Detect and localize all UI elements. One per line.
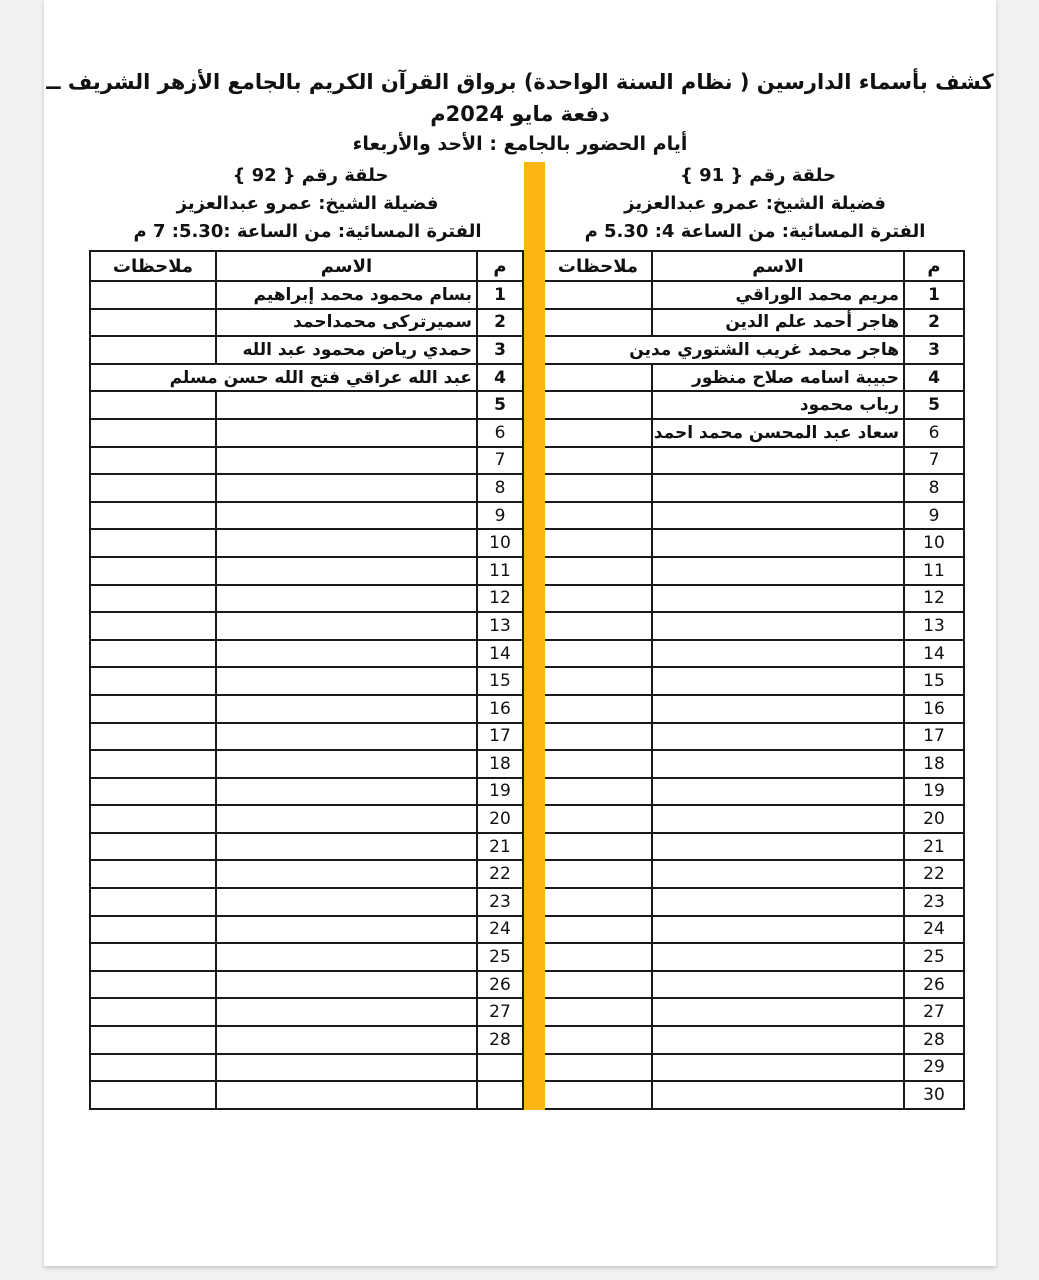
cell-row-number: 26 [477, 971, 523, 999]
table-row [90, 502, 523, 530]
table-row [544, 998, 964, 1026]
cell-student-name [216, 667, 477, 695]
tables-row [90, 162, 965, 1110]
cell-notes [90, 557, 216, 585]
cell-row-number: 21 [477, 833, 523, 861]
cell-student-name [216, 998, 477, 1026]
attendance-days-line: أيام الحضور بالجامع : الأحد والأربعاء [352, 133, 688, 155]
cell-row-number: 19 [904, 778, 964, 806]
cell-notes [544, 860, 652, 888]
table-row [544, 585, 964, 613]
table-row [544, 723, 964, 751]
cell-row-number: 3 [904, 336, 964, 364]
cell-student-name [652, 888, 904, 916]
table-row [90, 943, 523, 971]
circle-number: { 91 } [680, 165, 744, 186]
cell-student-name [216, 833, 477, 861]
cell-row-number: 9 [904, 502, 964, 530]
cell-row-number: 10 [477, 529, 523, 557]
section-92-header [91, 162, 524, 248]
cell-row-number: 17 [477, 723, 523, 751]
table-row [544, 943, 964, 971]
cell-notes [90, 391, 216, 419]
section-halaqa-91 [545, 162, 965, 1110]
table-header-row [90, 251, 523, 281]
cell-notes [90, 971, 216, 999]
cell-row-number: 23 [477, 888, 523, 916]
table-row [544, 391, 964, 419]
cell-row-number: 23 [904, 888, 964, 916]
section-halaqa-92 [91, 162, 524, 1110]
cell-student-name: هاجر محمد غريب الشتوري مدين [544, 336, 904, 364]
cell-row-number: 3 [477, 336, 523, 364]
cell-notes [544, 640, 652, 668]
table-row [544, 805, 964, 833]
table-row [544, 916, 964, 944]
cell-student-name [652, 1081, 904, 1109]
cell-row-number: 11 [904, 557, 964, 585]
col-header-notes: ملاحظات [544, 251, 652, 281]
cell-student-name [216, 391, 477, 419]
cell-student-name: عبد الله عراقي فتح الله حسن مسلم [90, 364, 477, 392]
cell-notes [544, 750, 652, 778]
cell-student-name: مريم محمد الوراقي [652, 281, 904, 309]
cell-row-number: 7 [477, 447, 523, 475]
cell-notes [90, 1081, 216, 1109]
cell-student-name [216, 1026, 477, 1054]
table-row [544, 750, 964, 778]
cell-notes [90, 640, 216, 668]
section-91-header [545, 162, 965, 248]
cell-row-number: 30 [904, 1081, 964, 1109]
sheikh-line: فضيلة الشيخ: عمرو عبدالعزيز [624, 193, 886, 214]
cell-student-name [216, 557, 477, 585]
cell-notes [544, 888, 652, 916]
cell-notes [544, 585, 652, 613]
cell-row-number: 14 [904, 640, 964, 668]
cell-notes [90, 336, 216, 364]
cell-student-name [216, 1054, 477, 1082]
table-row [90, 916, 523, 944]
cell-student-name [216, 750, 477, 778]
table-row [90, 778, 523, 806]
cell-notes [544, 805, 652, 833]
cell-notes [90, 502, 216, 530]
table-row [90, 998, 523, 1026]
cell-notes [544, 447, 652, 475]
cell-row-number: 16 [477, 695, 523, 723]
cell-student-name: هاجر أحمد علم الدين [652, 309, 904, 337]
table-row [90, 750, 523, 778]
time-line: الفترة المسائية: من الساعة 4: 5.30 م [584, 221, 926, 242]
table-row [544, 336, 964, 364]
cell-notes [90, 667, 216, 695]
cell-row-number: 7 [904, 447, 964, 475]
table-row [544, 778, 964, 806]
cell-notes [544, 943, 652, 971]
cell-row-number: 21 [904, 833, 964, 861]
table-row [544, 888, 964, 916]
cell-notes [544, 833, 652, 861]
cell-notes [544, 1026, 652, 1054]
cell-notes [90, 612, 216, 640]
cell-notes [544, 695, 652, 723]
cell-row-number: 22 [904, 860, 964, 888]
cell-row-number [477, 1081, 523, 1109]
cell-row-number: 2 [477, 309, 523, 337]
cell-row-number: 13 [904, 612, 964, 640]
cell-notes [544, 502, 652, 530]
cell-student-name [216, 860, 477, 888]
cell-row-number: 4 [904, 364, 964, 392]
table-row [544, 860, 964, 888]
cell-student-name: سعاد عبد المحسن محمد احمد [652, 419, 904, 447]
cell-student-name [216, 888, 477, 916]
cell-row-number: 18 [477, 750, 523, 778]
cell-row-number: 9 [477, 502, 523, 530]
cell-student-name [652, 667, 904, 695]
cell-student-name [652, 833, 904, 861]
cell-notes [90, 585, 216, 613]
cell-notes [544, 723, 652, 751]
cell-notes [90, 281, 216, 309]
cell-notes [544, 419, 652, 447]
cell-student-name [652, 778, 904, 806]
cell-row-number: 12 [477, 585, 523, 613]
cell-row-number: 13 [477, 612, 523, 640]
cell-notes [544, 474, 652, 502]
col-header-notes: ملاحظات [90, 251, 216, 281]
table-row [90, 1081, 523, 1109]
cell-row-number: 14 [477, 640, 523, 668]
cell-student-name [652, 447, 904, 475]
cell-notes [90, 529, 216, 557]
cell-student-name [652, 971, 904, 999]
cell-student-name [216, 971, 477, 999]
cell-notes [544, 1054, 652, 1082]
cell-row-number: 15 [477, 667, 523, 695]
cell-row-number: 12 [904, 585, 964, 613]
table-row [544, 474, 964, 502]
table-row [544, 502, 964, 530]
cell-student-name [216, 778, 477, 806]
cell-student-name [652, 529, 904, 557]
cell-student-name [652, 1054, 904, 1082]
table-row [90, 557, 523, 585]
cell-notes [90, 1026, 216, 1054]
cell-row-number: 27 [904, 998, 964, 1026]
cell-row-number: 11 [477, 557, 523, 585]
table-row [544, 612, 964, 640]
table-row [90, 281, 523, 309]
cell-student-name [652, 1026, 904, 1054]
table-row [90, 860, 523, 888]
table-row [90, 640, 523, 668]
cell-notes [90, 419, 216, 447]
cell-notes [90, 474, 216, 502]
table-row [90, 419, 523, 447]
cell-student-name [216, 502, 477, 530]
cell-student-name: بسام محمود محمد إبراهيم [216, 281, 477, 309]
circle-label: حلقة رقم [301, 165, 389, 186]
document-header [44, 0, 996, 158]
circle-number: { 92 } [232, 165, 296, 186]
table-row [90, 336, 523, 364]
table-row [90, 447, 523, 475]
table-row [90, 971, 523, 999]
table-row [90, 805, 523, 833]
cell-notes [90, 916, 216, 944]
cell-row-number: 25 [477, 943, 523, 971]
cell-row-number: 2 [904, 309, 964, 337]
circle-number-line [545, 162, 965, 190]
students-table-91 [543, 250, 965, 1110]
cell-row-number: 8 [477, 474, 523, 502]
cell-student-name [216, 640, 477, 668]
cell-notes [544, 971, 652, 999]
table-row [544, 1081, 964, 1109]
cell-row-number: 6 [904, 419, 964, 447]
cell-notes [90, 1054, 216, 1082]
cell-row-number: 6 [477, 419, 523, 447]
cell-student-name [652, 750, 904, 778]
cell-notes [544, 998, 652, 1026]
table-row [544, 640, 964, 668]
col-header-num: م [904, 251, 964, 281]
cell-notes [90, 998, 216, 1026]
table-row [90, 391, 523, 419]
table-row [90, 723, 523, 751]
table-row [544, 833, 964, 861]
cell-student-name [652, 916, 904, 944]
table-row [90, 474, 523, 502]
cell-notes [90, 723, 216, 751]
cell-student-name [216, 447, 477, 475]
cell-notes [90, 860, 216, 888]
table-row [90, 833, 523, 861]
table-row [544, 667, 964, 695]
cell-student-name [652, 723, 904, 751]
cell-notes [544, 281, 652, 309]
circle-label: حلقة رقم [749, 165, 836, 186]
table-row [544, 281, 964, 309]
cell-student-name [652, 943, 904, 971]
cell-notes [90, 833, 216, 861]
cell-notes [544, 391, 652, 419]
table-row [90, 585, 523, 613]
cell-row-number: 24 [904, 916, 964, 944]
cell-student-name [652, 502, 904, 530]
cell-notes [90, 943, 216, 971]
cell-student-name [652, 557, 904, 585]
cell-row-number: 1 [477, 281, 523, 309]
table-row [544, 309, 964, 337]
table-row [90, 695, 523, 723]
yellow-divider [524, 162, 545, 1110]
cell-row-number: 25 [904, 943, 964, 971]
cell-student-name: سميرتركى محمداحمد [216, 309, 477, 337]
table-row [544, 695, 964, 723]
cell-row-number: 8 [904, 474, 964, 502]
table-row [90, 1026, 523, 1054]
cell-notes [90, 805, 216, 833]
document-sheet [44, 0, 996, 1266]
cell-row-number: 19 [477, 778, 523, 806]
cell-row-number: 20 [904, 805, 964, 833]
cell-row-number: 5 [904, 391, 964, 419]
cell-student-name [216, 695, 477, 723]
cell-student-name [652, 860, 904, 888]
cell-row-number: 26 [904, 971, 964, 999]
col-header-num: م [477, 251, 523, 281]
cell-row-number: 17 [904, 723, 964, 751]
table-row [544, 529, 964, 557]
table-row [544, 971, 964, 999]
cell-student-name [652, 474, 904, 502]
cell-row-number: 4 [477, 364, 523, 392]
cell-student-name [652, 695, 904, 723]
table-row [544, 419, 964, 447]
cell-notes [90, 778, 216, 806]
cell-row-number: 22 [477, 860, 523, 888]
table-row [544, 364, 964, 392]
table-row [90, 309, 523, 337]
table-row [544, 1054, 964, 1082]
cell-student-name [652, 585, 904, 613]
cell-notes [90, 309, 216, 337]
cell-student-name: حبيبة اسامه صلاح منظور [652, 364, 904, 392]
time-line: الفترة المسائية: من الساعة :5.30: 7 م [133, 221, 482, 242]
cell-row-number: 24 [477, 916, 523, 944]
col-header-name: الاسم [652, 251, 904, 281]
cell-student-name [216, 805, 477, 833]
cell-student-name [216, 1081, 477, 1109]
cell-student-name [216, 916, 477, 944]
table-row [90, 667, 523, 695]
table-row [90, 529, 523, 557]
cell-notes [544, 309, 652, 337]
cell-notes [544, 916, 652, 944]
cell-notes [544, 529, 652, 557]
cell-notes [90, 695, 216, 723]
sheikh-line: فضيلة الشيخ: عمرو عبدالعزيز [176, 193, 439, 214]
table-row [90, 612, 523, 640]
cell-student-name: حمدي رياض محمود عبد الله [216, 336, 477, 364]
cell-row-number: 27 [477, 998, 523, 1026]
cell-student-name [652, 640, 904, 668]
cell-row-number: 20 [477, 805, 523, 833]
cell-notes [544, 1081, 652, 1109]
cell-row-number: 15 [904, 667, 964, 695]
cell-student-name: رباب محمود [652, 391, 904, 419]
cell-notes [544, 557, 652, 585]
col-header-name: الاسم [216, 251, 477, 281]
cell-row-number: 28 [477, 1026, 523, 1054]
circle-number-line [91, 162, 524, 190]
cell-notes [90, 888, 216, 916]
cell-notes [544, 364, 652, 392]
cell-row-number: 1 [904, 281, 964, 309]
cell-notes [544, 612, 652, 640]
cell-student-name [216, 419, 477, 447]
document-title: كشف بأسماء الدارسين ( نظام السنة الواحدة) برواق القرآن الكريم بالجامع الأزهر الشريف ــ دفعة مايو 2024م [46, 70, 994, 126]
table-row [90, 888, 523, 916]
cell-notes [90, 447, 216, 475]
cell-row-number: 16 [904, 695, 964, 723]
table-row [90, 1054, 523, 1082]
cell-row-number: 29 [904, 1054, 964, 1082]
table-header-row [544, 251, 964, 281]
cell-student-name [652, 612, 904, 640]
cell-row-number [477, 1054, 523, 1082]
table-row [90, 364, 523, 392]
cell-row-number: 28 [904, 1026, 964, 1054]
cell-notes [544, 667, 652, 695]
table-row [544, 557, 964, 585]
cell-student-name [216, 585, 477, 613]
cell-student-name [216, 474, 477, 502]
cell-notes [544, 778, 652, 806]
cell-student-name [652, 998, 904, 1026]
cell-notes [90, 750, 216, 778]
cell-student-name [652, 805, 904, 833]
cell-student-name [216, 723, 477, 751]
cell-row-number: 10 [904, 529, 964, 557]
table-row [544, 1026, 964, 1054]
cell-student-name [216, 943, 477, 971]
cell-student-name [216, 529, 477, 557]
table-row [544, 447, 964, 475]
cell-student-name [216, 612, 477, 640]
students-table-92 [89, 250, 524, 1110]
cell-row-number: 5 [477, 391, 523, 419]
cell-row-number: 18 [904, 750, 964, 778]
